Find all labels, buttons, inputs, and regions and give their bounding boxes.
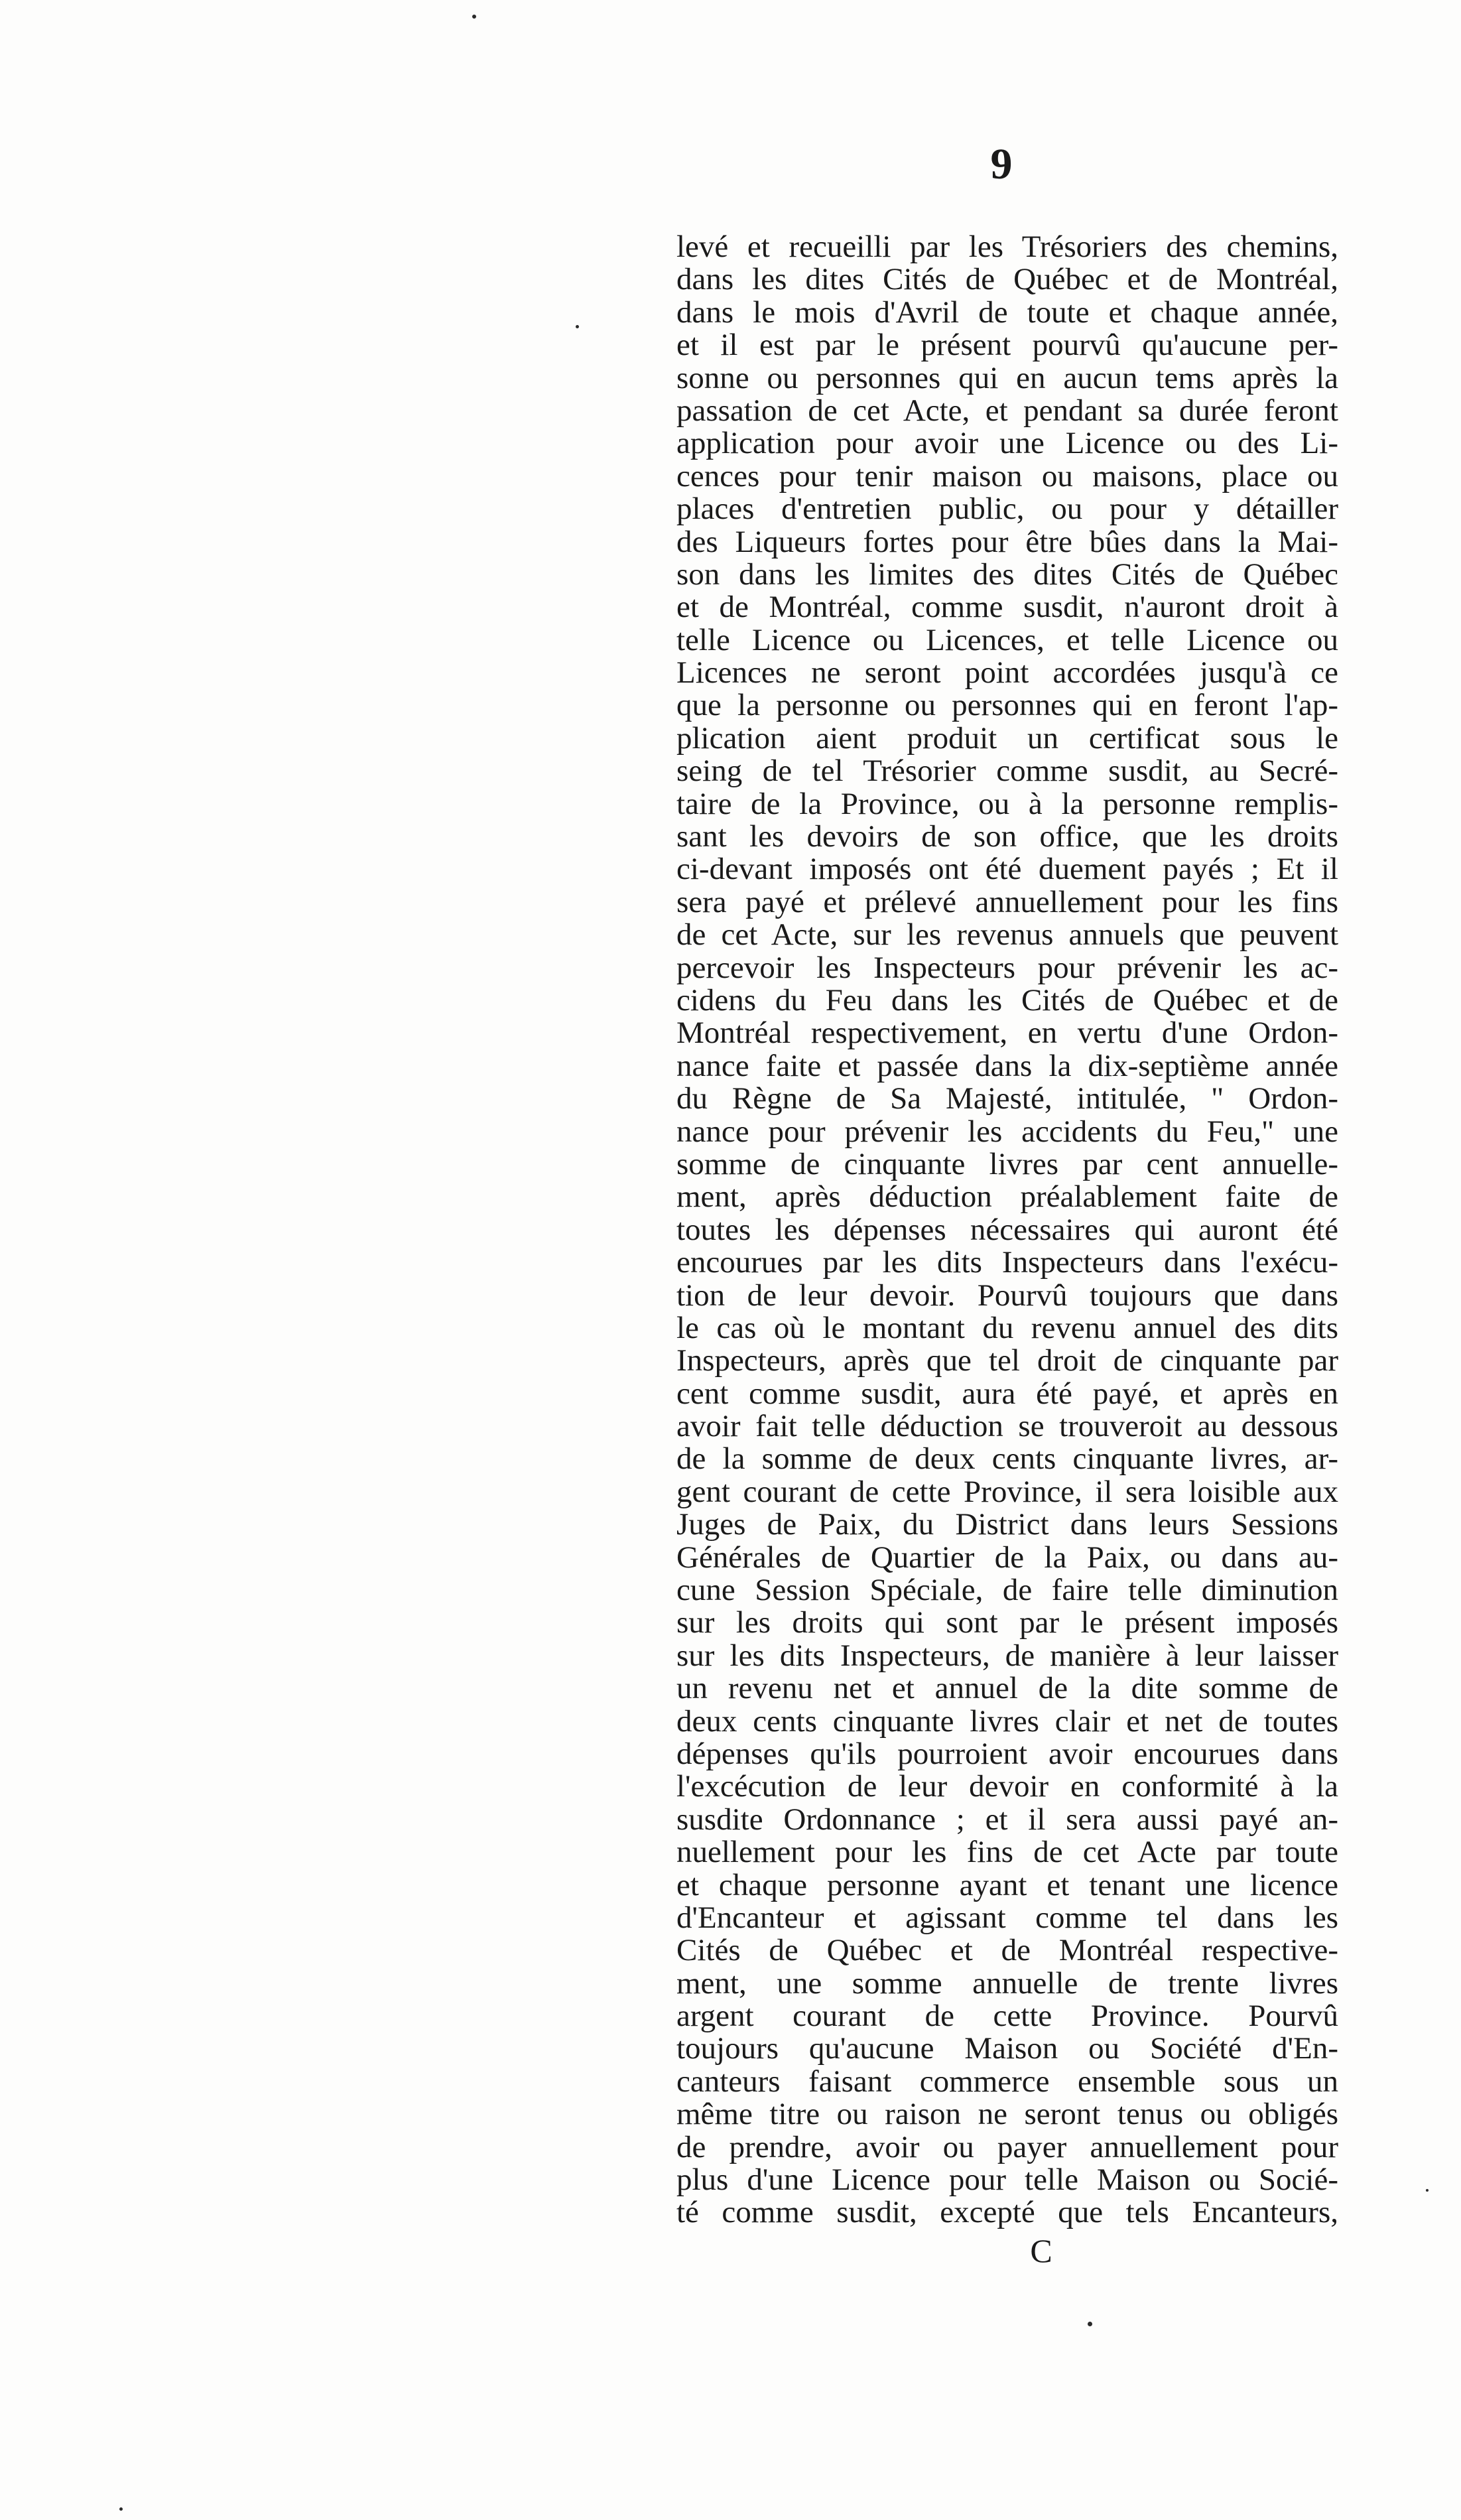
text-line: ment, après déduction préalablement faite de bbox=[676, 1179, 1338, 1215]
text-line: ment, une somme annuelle de trente livres bbox=[676, 1965, 1338, 2001]
text-line: argent courant de cette Province. Pourvû bbox=[676, 1999, 1338, 2034]
text-line: et chaque personne ayant et tenant une licence bbox=[676, 1867, 1338, 1902]
text-line: deux cents cinquante livres clair et net de toutes bbox=[676, 1703, 1338, 1739]
text-line: susdite Ordonnance ; et il sera aussi payé an- bbox=[676, 1802, 1338, 1837]
page-number: 9 bbox=[990, 140, 1013, 188]
text-line: sonne ou personnes qui en aucun tems après la bbox=[676, 360, 1338, 395]
scan-speck bbox=[1088, 2322, 1092, 2326]
text-line: Inspecteurs, après que tel droit de cinquante par bbox=[676, 1343, 1338, 1378]
text-line: cences pour tenir maison ou maisons, place ou bbox=[676, 458, 1338, 494]
text-line: sur les dits Inspecteurs, de manière à leur laisser bbox=[676, 1638, 1338, 1673]
scan-speck bbox=[1426, 2189, 1429, 2192]
text-line: Montréal respectivement, en vertu d'une Ordon- bbox=[676, 1016, 1338, 1051]
text-line: son dans les limites des dites Cités de Québec bbox=[676, 557, 1338, 592]
text-line: nance faite et passée dans la dix-septième année bbox=[676, 1048, 1338, 1083]
text-line: d'Encanteur et agissant comme tel dans les bbox=[676, 1900, 1338, 1935]
scan-speck bbox=[119, 2507, 123, 2511]
text-line: que la personne ou personnes qui en feront l'ap- bbox=[676, 688, 1338, 723]
text-line: somme de cinquante livres par cent annuelle- bbox=[676, 1146, 1338, 1181]
text-line: sant les devoirs de son office, que les droits bbox=[676, 819, 1338, 854]
text-line: Cités de Québec et de Montréal respective- bbox=[676, 1933, 1338, 1968]
text-line: encourues par les dits Inspecteurs dans l'exécu- bbox=[676, 1245, 1338, 1280]
text-line: cidens du Feu dans les Cités de Québec et de bbox=[676, 982, 1338, 1018]
text-line: avoir fait telle déduction se trouveroit au dessous bbox=[676, 1409, 1338, 1444]
text-line: plus d'une Licence pour telle Maison ou Socié- bbox=[676, 2162, 1338, 2198]
text-line: toutes les dépenses nécessaires qui auront été bbox=[676, 1212, 1338, 1247]
scan-speck bbox=[472, 15, 476, 19]
text-line: plication aient produit un certificat sous le bbox=[676, 720, 1338, 756]
text-line: taire de la Province, ou à la personne remplis- bbox=[676, 786, 1338, 821]
text-line: Juges de Paix, du District dans leurs Sessions bbox=[676, 1507, 1338, 1542]
text-line: dans le mois d'Avril de toute et chaque année, bbox=[676, 295, 1338, 330]
text-line: ci-devant imposés ont été duement payés ; Et il bbox=[676, 852, 1338, 887]
text-line: même titre ou raison ne seront tenus ou obligés bbox=[676, 2097, 1338, 2132]
text-line: seing de tel Trésorier comme susdit, au Secré- bbox=[676, 754, 1338, 789]
text-line: de cet Acte, sur les revenus annuels que peuvent bbox=[676, 917, 1338, 953]
text-line: le cas où le montant du revenu annuel des dits bbox=[676, 1310, 1338, 1345]
text-line: du Règne de Sa Majesté, intitulée, " Ordon- bbox=[676, 1081, 1338, 1116]
signature-mark: C bbox=[1030, 2232, 1052, 2269]
text-line: places d'entretien public, ou pour y détailler bbox=[676, 492, 1338, 527]
text-line: Licences ne seront point accordées jusqu'à ce bbox=[676, 655, 1338, 691]
text-line: passation de cet Acte, et pendant sa durée feront bbox=[676, 393, 1338, 428]
text-line: et de Montréal, comme susdit, n'auront droit à bbox=[676, 590, 1338, 625]
text-line: sera payé et prélevé annuellement pour les fins bbox=[676, 884, 1338, 919]
text-line: dans les dites Cités de Québec et de Montréal, bbox=[676, 262, 1338, 297]
text-line: canteurs faisant commerce ensemble sous un bbox=[676, 2064, 1338, 2099]
text-line: nuellement pour les fins de cet Acte par toute bbox=[676, 1835, 1338, 1870]
text-line: Générales de Quartier de la Paix, ou dans au- bbox=[676, 1540, 1338, 1575]
text-line: percevoir les Inspecteurs pour prévenir les ac- bbox=[676, 950, 1338, 985]
text-line: cune Session Spéciale, de faire telle diminution bbox=[676, 1573, 1338, 1608]
text-line: tion de leur devoir. Pourvû toujours que dans bbox=[676, 1278, 1338, 1313]
text-line: application pour avoir une Licence ou des Li- bbox=[676, 426, 1338, 461]
text-line: nance pour prévenir les accidents du Feu," une bbox=[676, 1114, 1338, 1149]
text-line: dépenses qu'ils pourroient avoir encourues dans bbox=[676, 1736, 1338, 1771]
text-line: telle Licence ou Licences, et telle Licence ou bbox=[676, 622, 1338, 657]
text-line: et il est par le présent pourvû qu'aucune per- bbox=[676, 328, 1338, 363]
text-line: un revenu net et annuel de la dite somme de bbox=[676, 1671, 1338, 1706]
text-line: cent comme susdit, aura été payé, et après en bbox=[676, 1376, 1338, 1411]
text-line: l'excécution de leur devoir en conformité à la bbox=[676, 1769, 1338, 1804]
text-line: de la somme de deux cents cinquante livres, ar- bbox=[676, 1441, 1338, 1477]
text-line: gent courant de cette Province, il sera loisible aux bbox=[676, 1474, 1338, 1509]
text-line: toujours qu'aucune Maison ou Société d'En- bbox=[676, 2031, 1338, 2066]
text-line: des Liqueurs fortes pour être bûes dans la Mai- bbox=[676, 524, 1338, 559]
scan-speck bbox=[576, 325, 579, 328]
body-text-column bbox=[676, 231, 1338, 2229]
text-line: té comme susdit, excepté que tels Encanteurs, bbox=[676, 2195, 1338, 2230]
text-line: sur les droits qui sont par le présent imposés bbox=[676, 1605, 1338, 1640]
text-line: levé et recueilli par les Trésoriers des chemins, bbox=[676, 230, 1338, 264]
text-line: de prendre, avoir ou payer annuellement pour bbox=[676, 2129, 1338, 2164]
